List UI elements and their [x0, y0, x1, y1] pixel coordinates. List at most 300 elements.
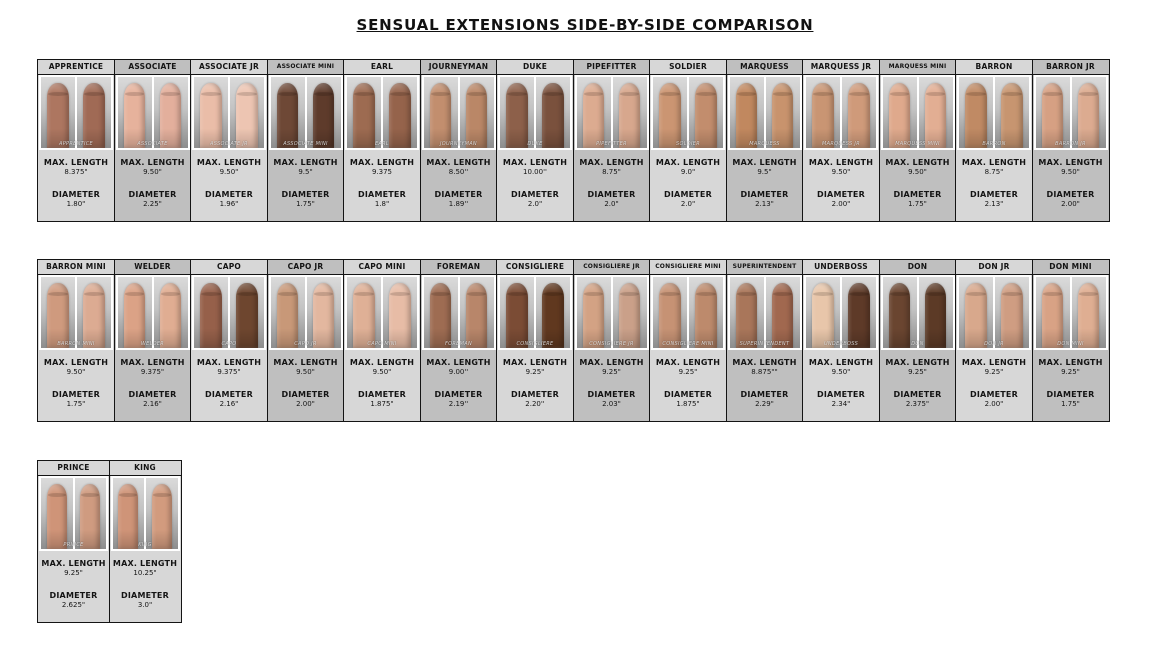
product-cell: [267, 259, 345, 422]
product-photo-pair: [39, 75, 113, 150]
product-photo-left: [883, 77, 917, 148]
product-photo-pair: [116, 275, 190, 350]
diameter-label: DIAMETER: [587, 190, 636, 199]
product-specs: [344, 150, 420, 221]
silhouette-ridge: [1079, 292, 1099, 296]
product-silhouette: [583, 83, 604, 148]
photo-watermark: DON JR: [984, 341, 1004, 347]
product-photo-right: [995, 77, 1029, 148]
max-length-label: MAX. LENGTH: [120, 358, 185, 367]
product-name: BARRON JR: [1033, 60, 1109, 75]
silhouette-ridge: [278, 92, 298, 96]
diameter-label: DIAMETER: [893, 190, 942, 199]
max-length-label: MAX. LENGTH: [196, 358, 262, 367]
diameter-value: 2.16": [219, 400, 239, 408]
product-cell: [114, 259, 192, 422]
max-length-value: 9.25": [602, 368, 621, 376]
diameter-value: 1.96": [219, 200, 239, 208]
comparison-row: [37, 59, 1110, 222]
product-photo-right: [383, 77, 417, 148]
product-cell: [1032, 59, 1110, 222]
product-photo-right: [689, 77, 723, 148]
product-specs: [574, 350, 650, 421]
max-length-value: 9.5": [757, 168, 772, 176]
product-silhouette: [353, 283, 374, 348]
silhouette-ridge: [48, 493, 66, 497]
product-specs: [574, 150, 650, 221]
product-specs: [803, 350, 879, 421]
product-name: SUPERINTENDENT: [727, 260, 803, 275]
product-photo-pair: [957, 275, 1031, 350]
diameter-value: 2.03": [602, 400, 621, 408]
silhouette-ridge: [48, 92, 68, 96]
product-name: DUKE: [497, 60, 573, 75]
product-name: DON: [880, 260, 956, 275]
product-photo-pair: [345, 275, 419, 350]
product-photo-left: [730, 277, 764, 348]
max-length-value: 9.0": [680, 168, 696, 176]
diameter-value: 1.75": [1061, 400, 1080, 408]
product-name: MARQUESS MINI: [880, 60, 956, 75]
product-photo-right: [1072, 77, 1106, 148]
photo-watermark: ASSOCIATE JR: [210, 141, 248, 147]
product-silhouette: [313, 83, 334, 148]
product-photo-right: [536, 277, 570, 348]
product-specs: [956, 350, 1032, 421]
diameter-value: 1.8": [374, 200, 390, 208]
product-silhouette: [47, 83, 68, 148]
max-length-label: MAX. LENGTH: [349, 158, 415, 167]
product-specs: [268, 350, 344, 421]
product-photo-left: [424, 277, 458, 348]
silhouette-ridge: [584, 92, 604, 96]
product-silhouette: [812, 83, 833, 148]
diameter-label: DIAMETER: [128, 190, 177, 199]
diameter-value: 1.75": [66, 400, 86, 408]
max-length-value: 9.50": [143, 168, 162, 176]
product-silhouette: [47, 484, 67, 549]
diameter-value: 2.29": [755, 400, 774, 408]
product-silhouette: [772, 283, 793, 348]
max-length-label: MAX. LENGTH: [502, 158, 568, 167]
product-silhouette: [466, 83, 487, 148]
product-silhouette: [124, 83, 145, 148]
product-photo-left: [959, 277, 993, 348]
silhouette-ridge: [660, 92, 680, 96]
product-photo-pair: [957, 75, 1031, 150]
product-silhouette: [542, 283, 563, 348]
max-length-label: MAX. LENGTH: [655, 158, 721, 167]
diameter-label: DIAMETER: [128, 390, 177, 399]
product-photo-pair: [498, 275, 572, 350]
max-length-value: 9.00'': [448, 368, 469, 376]
product-silhouette: [47, 283, 68, 348]
product-name: DON MINI: [1033, 260, 1109, 275]
product-photo-right: [995, 277, 1029, 348]
silhouette-ridge: [84, 292, 104, 296]
diameter-value: 2.00": [831, 200, 851, 208]
product-name: CONSIGLIERE: [497, 260, 573, 275]
max-length-label: MAX. LENGTH: [732, 358, 797, 367]
product-silhouette: [236, 83, 257, 148]
product-photo-left: [347, 77, 381, 148]
product-photo-pair: [116, 75, 190, 150]
product-name: BARRON: [956, 60, 1032, 75]
silhouette-ridge: [507, 292, 527, 296]
product-photo-left: [1036, 77, 1070, 148]
product-silhouette: [695, 83, 716, 148]
product-photo-right: [460, 77, 494, 148]
product-name: EARL: [344, 60, 420, 75]
photo-watermark: DON MINI: [1057, 341, 1084, 347]
product-photo-left: [347, 277, 381, 348]
product-silhouette: [506, 83, 527, 148]
product-cell: [573, 59, 651, 222]
diameter-label: DIAMETER: [511, 190, 559, 199]
silhouette-ridge: [467, 292, 487, 296]
product-name: WELDER: [115, 260, 191, 275]
product-cell: [726, 59, 804, 222]
product-photo-left: [500, 77, 534, 148]
product-silhouette: [389, 283, 410, 348]
max-length-value: 9.25": [678, 368, 698, 376]
max-length-label: MAX. LENGTH: [808, 158, 874, 167]
product-cell: [496, 59, 574, 222]
product-photo-right: [77, 77, 111, 148]
product-specs: [1033, 350, 1109, 421]
silhouette-ridge: [507, 92, 527, 96]
product-silhouette: [889, 83, 910, 148]
silhouette-ridge: [390, 92, 410, 96]
max-length-value: 9.25": [984, 368, 1004, 376]
product-photo-pair: [804, 75, 878, 150]
silhouette-ridge: [125, 292, 145, 296]
product-photo-right: [230, 77, 264, 148]
product-cell: [114, 59, 192, 222]
product-cell: [802, 59, 880, 222]
product-photo-pair: [804, 275, 878, 350]
photo-watermark: FOREMAN: [444, 341, 473, 347]
max-length-value: 9.50": [372, 368, 392, 376]
product-photo-right: [460, 277, 494, 348]
silhouette-ridge: [81, 493, 99, 497]
product-silhouette: [83, 283, 104, 348]
diameter-value: 2.00": [296, 400, 315, 408]
silhouette-ridge: [696, 92, 716, 96]
product-cell: [343, 259, 421, 422]
photo-watermark: CONSIGLIERE JR: [589, 341, 634, 347]
diameter-value: 3.0": [137, 601, 153, 609]
product-cell: [879, 259, 957, 422]
product-photo-pair: [575, 275, 649, 350]
product-cell: [420, 59, 498, 222]
product-photo-pair: [345, 75, 419, 150]
product-silhouette: [1042, 283, 1063, 348]
product-photo-pair: [422, 75, 496, 150]
diameter-value: 1.875": [676, 400, 700, 408]
max-length-label: MAX. LENGTH: [112, 559, 178, 568]
max-length-label: MAX. LENGTH: [43, 158, 109, 167]
product-name: KING: [110, 461, 181, 476]
product-cell: [649, 259, 727, 422]
product-photo-left: [806, 277, 840, 348]
max-length-label: MAX. LENGTH: [273, 358, 338, 367]
product-name: JOURNEYMAN: [421, 60, 497, 75]
silhouette-ridge: [926, 92, 946, 96]
product-silhouette: [1078, 283, 1099, 348]
silhouette-ridge: [1079, 92, 1099, 96]
photo-watermark: CAPO MINI: [367, 341, 397, 347]
product-cell: [190, 59, 268, 222]
product-photo-right: [613, 77, 647, 148]
product-photo-left: [41, 277, 75, 348]
product-photo-pair: [39, 476, 108, 551]
max-length-label: MAX. LENGTH: [41, 559, 106, 568]
product-photo-left: [424, 77, 458, 148]
diameter-label: DIAMETER: [817, 390, 865, 399]
product-photo-right: [842, 277, 876, 348]
max-length-value: 9.25": [908, 368, 927, 376]
silhouette-ridge: [966, 92, 986, 96]
photo-watermark: PIPEFITTER: [596, 141, 627, 147]
diameter-value: 1.89'': [448, 200, 469, 208]
silhouette-ridge: [201, 292, 221, 296]
max-length-label: MAX. LENGTH: [885, 158, 950, 167]
diameter-label: DIAMETER: [817, 190, 865, 199]
silhouette-ridge: [543, 92, 563, 96]
diameter-value: 1.80": [66, 200, 86, 208]
product-silhouette: [619, 283, 640, 348]
product-photo-right: [146, 478, 178, 549]
max-length-value: 9.375": [217, 368, 241, 376]
product-silhouette: [736, 283, 757, 348]
max-length-value: 9.50": [908, 168, 927, 176]
max-length-label: MAX. LENGTH: [579, 358, 644, 367]
product-photo-right: [383, 277, 417, 348]
photo-watermark: CAPO JR: [294, 341, 317, 347]
diameter-value: 2.0": [527, 200, 543, 208]
product-cell: [1032, 259, 1110, 422]
silhouette-ridge: [1002, 92, 1022, 96]
product-cell: [420, 259, 498, 422]
product-photo-left: [653, 277, 687, 348]
photo-watermark: PRINCE: [63, 542, 84, 548]
product-silhouette: [152, 484, 172, 549]
product-silhouette: [466, 283, 487, 348]
product-silhouette: [160, 283, 181, 348]
photo-watermark: DUKE: [527, 141, 543, 147]
max-length-value: 9.25": [64, 569, 83, 577]
max-length-label: MAX. LENGTH: [579, 158, 644, 167]
silhouette-ridge: [620, 292, 640, 296]
diameter-value: 1.75": [296, 200, 315, 208]
photo-watermark: BARRON: [982, 141, 1006, 147]
photo-watermark: MARQUESS MINI: [895, 141, 940, 147]
silhouette-ridge: [161, 292, 181, 296]
product-photo-right: [230, 277, 264, 348]
product-name: CONSIGLIERE JR: [574, 260, 650, 275]
max-length-value: 10.25": [133, 569, 157, 577]
product-specs: [880, 150, 956, 221]
silhouette-ridge: [737, 92, 757, 96]
photo-watermark: BARRON JR: [1055, 141, 1086, 147]
max-length-value: 9.50": [296, 368, 315, 376]
product-silhouette: [772, 83, 793, 148]
max-length-label: MAX. LENGTH: [196, 158, 262, 167]
product-silhouette: [80, 484, 100, 549]
product-photo-left: [118, 77, 152, 148]
product-silhouette: [925, 83, 946, 148]
product-photo-right: [154, 77, 188, 148]
silhouette-ridge: [773, 292, 793, 296]
product-photo-left: [653, 77, 687, 148]
product-photo-pair: [39, 275, 113, 350]
diameter-value: 2.00": [984, 400, 1004, 408]
product-photo-right: [307, 77, 341, 148]
product-specs: [38, 150, 114, 221]
photo-watermark: EARL: [374, 141, 390, 147]
product-silhouette: [200, 83, 221, 148]
product-name: UNDERBOSS: [803, 260, 879, 275]
product-cell: [573, 259, 651, 422]
product-name: ASSOCIATE: [115, 60, 191, 75]
max-length-value: 9.375": [140, 368, 165, 376]
max-length-label: MAX. LENGTH: [1038, 158, 1103, 167]
diameter-label: DIAMETER: [970, 390, 1018, 399]
product-photo-pair: [728, 275, 802, 350]
diameter-value: 2.625": [61, 601, 86, 609]
product-photo-right: [77, 277, 111, 348]
silhouette-ridge: [660, 292, 680, 296]
product-specs: [497, 350, 573, 421]
comparison-row: [37, 460, 182, 623]
product-photo-pair: [111, 476, 180, 551]
photo-watermark: KING: [138, 542, 152, 548]
product-photo-right: [919, 277, 953, 348]
product-silhouette: [542, 83, 563, 148]
product-silhouette: [83, 83, 104, 148]
product-silhouette: [236, 283, 257, 348]
silhouette-ridge: [890, 292, 910, 296]
product-photo-left: [113, 478, 145, 549]
product-photo-left: [271, 77, 305, 148]
diameter-label: DIAMETER: [358, 190, 406, 199]
product-photo-pair: [651, 75, 725, 150]
max-length-label: MAX. LENGTH: [808, 358, 874, 367]
product-specs: [110, 551, 181, 622]
product-name: MARQUESS: [727, 60, 803, 75]
diameter-label: DIAMETER: [740, 390, 789, 399]
product-silhouette: [430, 283, 451, 348]
product-photo-pair: [881, 275, 955, 350]
product-name: ASSOCIATE MINI: [268, 60, 344, 75]
max-length-value: 10.00'': [523, 168, 547, 176]
product-name: CONSIGLIERE MINI: [650, 260, 726, 275]
product-silhouette: [659, 83, 680, 148]
product-name: BARRON MINI: [38, 260, 114, 275]
product-specs: [191, 350, 267, 421]
product-photo-left: [577, 77, 611, 148]
product-name: CAPO JR: [268, 260, 344, 275]
product-photo-left: [1036, 277, 1070, 348]
product-photo-right: [307, 277, 341, 348]
product-photo-right: [842, 77, 876, 148]
silhouette-ridge: [431, 92, 451, 96]
product-specs: [421, 150, 497, 221]
photo-watermark: CONSIGLIERE MINI: [662, 341, 714, 347]
product-photo-pair: [728, 75, 802, 150]
photo-watermark: APPRENTICE: [58, 141, 93, 147]
product-silhouette: [812, 283, 833, 348]
product-silhouette: [659, 283, 680, 348]
max-length-value: 8.75": [984, 168, 1004, 176]
product-photo-pair: [575, 75, 649, 150]
product-specs: [880, 350, 956, 421]
product-photo-left: [959, 77, 993, 148]
diameter-label: DIAMETER: [52, 390, 100, 399]
diameter-value: 2.0": [680, 200, 696, 208]
product-photo-pair: [1034, 275, 1108, 350]
product-silhouette: [313, 283, 334, 348]
max-length-value: 9.50": [1061, 168, 1080, 176]
product-photo-pair: [192, 275, 266, 350]
photo-watermark: WELDER: [140, 341, 165, 347]
product-specs: [727, 350, 803, 421]
product-silhouette: [1001, 83, 1022, 148]
product-photo-right: [919, 77, 953, 148]
product-silhouette: [1078, 83, 1099, 148]
max-length-value: 9.25": [525, 368, 545, 376]
max-length-label: MAX. LENGTH: [655, 358, 721, 367]
max-length-label: MAX. LENGTH: [426, 158, 491, 167]
silhouette-ridge: [813, 92, 833, 96]
max-length-label: MAX. LENGTH: [120, 158, 185, 167]
product-specs: [956, 150, 1032, 221]
max-length-value: 8.375": [64, 168, 88, 176]
product-name: MARQUESS JR: [803, 60, 879, 75]
product-silhouette: [430, 83, 451, 148]
product-name: PRINCE: [38, 461, 109, 476]
photo-watermark: MARQUESS JR: [822, 141, 860, 147]
product-name: FOREMAN: [421, 260, 497, 275]
product-silhouette: [506, 283, 527, 348]
product-silhouette: [965, 83, 986, 148]
diameter-label: DIAMETER: [740, 190, 789, 199]
silhouette-ridge: [1043, 92, 1063, 96]
product-silhouette: [925, 283, 946, 348]
diameter-label: DIAMETER: [205, 390, 253, 399]
product-cell: [267, 59, 345, 222]
silhouette-ridge: [926, 292, 946, 296]
silhouette-ridge: [237, 292, 257, 296]
product-photo-left: [500, 277, 534, 348]
diameter-label: DIAMETER: [49, 591, 98, 600]
diameter-value: 2.20'': [525, 400, 545, 408]
silhouette-ridge: [813, 292, 833, 296]
silhouette-ridge: [849, 92, 869, 96]
product-silhouette: [353, 83, 374, 148]
silhouette-ridge: [966, 292, 986, 296]
photo-watermark: MARQUESS: [749, 141, 780, 147]
comparison-row: [37, 259, 1110, 422]
diameter-label: DIAMETER: [205, 190, 253, 199]
max-length-label: MAX. LENGTH: [349, 358, 415, 367]
photo-watermark: BARRON MINI: [57, 341, 95, 347]
product-photo-pair: [651, 275, 725, 350]
product-photo-left: [118, 277, 152, 348]
product-silhouette: [277, 83, 298, 148]
product-silhouette: [200, 283, 221, 348]
